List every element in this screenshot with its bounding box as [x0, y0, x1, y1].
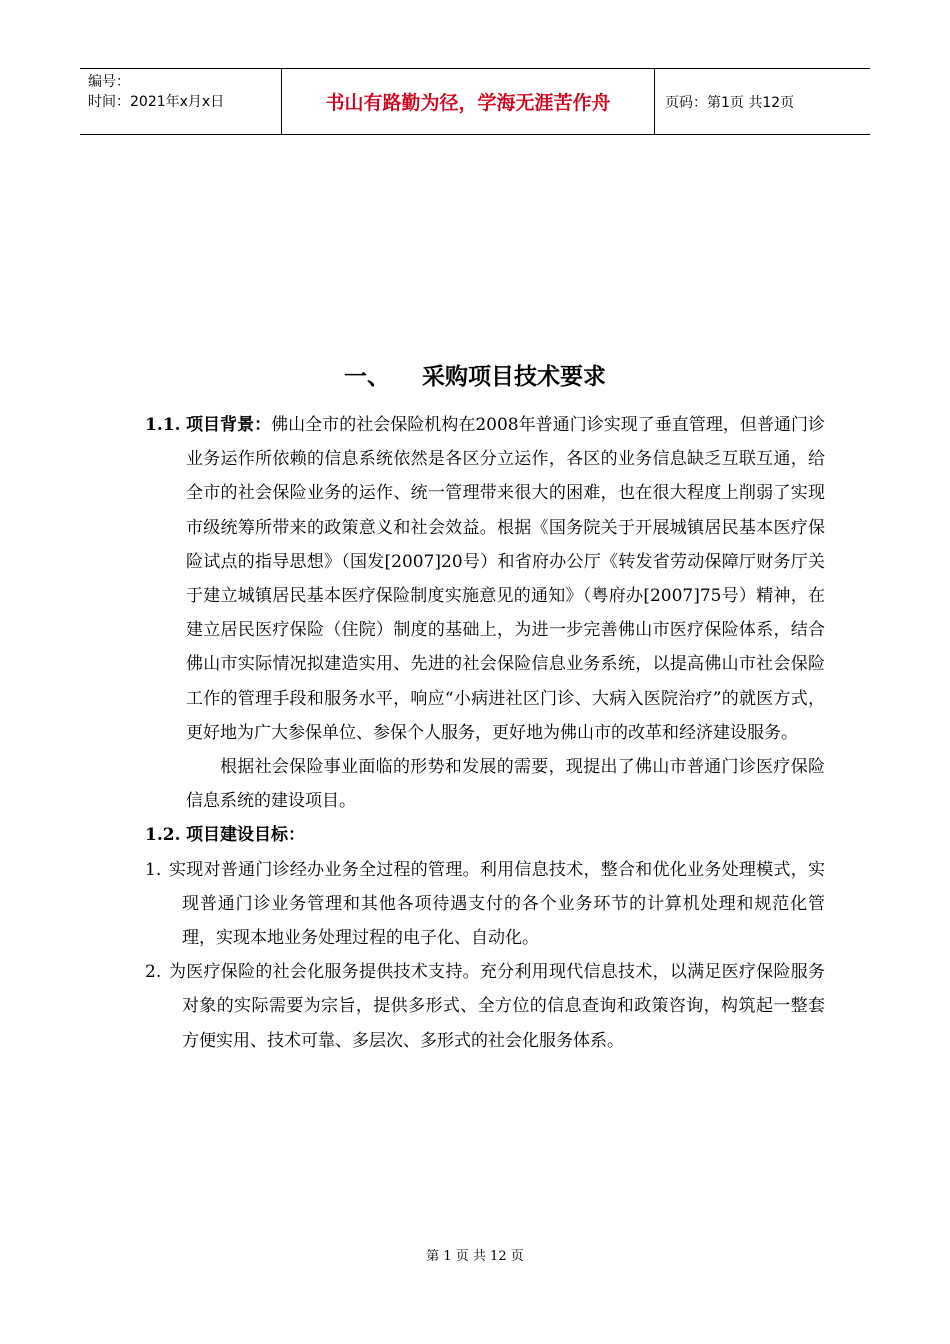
subsection-1-1: [145, 408, 825, 750]
subsection-heading: 项目建设目标：: [186, 825, 305, 846]
list-item-number: 1.: [145, 859, 162, 880]
list-item-text: 实现对普通门诊经办业务全过程的管理。利用信息技术，整合和优化业务处理模式，实现普通门诊业务管理和其他各项待遇支付的各个业务环节的计算机处理和规范化管理，实现本地业务处理过程的电子化、自动化。: [169, 859, 825, 949]
subsection-heading: 项目背景：: [186, 415, 272, 435]
header-motto: 书山有路勤为径，学海无涯苦作舟: [282, 69, 655, 134]
list-item-number: 2.: [145, 962, 162, 983]
document-body: [145, 408, 825, 1058]
subsection-number: 1.1.: [145, 415, 181, 435]
header-info: [80, 69, 282, 134]
subsection-1-2: [145, 818, 825, 852]
section-number: 一、: [344, 364, 390, 390]
page-footer: 第 1 页 共 12 页: [426, 1249, 524, 1264]
page-header: [80, 68, 870, 135]
list-item: [145, 955, 825, 1058]
document-time: 时间：2021年x月x日: [88, 94, 225, 110]
subsection-body: 佛山全市的社会保险机构在2008年普通门诊实现了垂直管理，但普通门诊业务运作所依赖的信息系统依然是各区分立运作，各区的业务信息缺乏互联互通，给全市的社会保险业务的运作、统一管理带来很大的困难，也在很大程度上削弱了实现市级统筹所带来的政策意义和社会效益。根据《国务院关于开展城镇居民基本医疗保险试点的指导思想》（国发[2007]20号）和省府办公厅《转发省劳动保障厅财务厅关于建立城镇居民基本医疗保险制度实施意见的通知》（粤府办[2007]75号）精神，在建立居民医疗保险（住院）制度的基础上，为进一步完善佛山市医疗保险体系，结合佛山市实际情况拟建造实用、先进的社会保险信息业务系统，以提高佛山市社会保险工作的管理手段和服务水平，响应“小病进社区门诊、大病入医院治疗”的就医方式，更好地为广大参保单位、参保个人服务，更好地为佛山市的改革和经济建设服务。: [186, 415, 826, 743]
list-item: [145, 853, 825, 956]
list-item-text: 为医疗保险的社会化服务提供技术支持。充分利用现代信息技术，以满足医疗保险服务对象的实际需要为宗旨，提供多形式、全方位的信息查询和政策咨询，构筑起一整套方便实用、技术可靠、多层次、多形式的社会化服务体系。: [169, 962, 825, 1051]
subsection-number: 1.2.: [145, 825, 181, 846]
section-title: [0, 358, 950, 391]
document-number: 编号：: [88, 74, 130, 90]
paragraph: 根据社会保险事业面临的形势和发展的需要，现提出了佛山市普通门诊医疗保险信息系统的建设项目。: [186, 757, 825, 812]
header-page-number: 页码：第1页 共12页: [665, 94, 795, 111]
section-title-text: 采购项目技术要求: [422, 364, 606, 390]
